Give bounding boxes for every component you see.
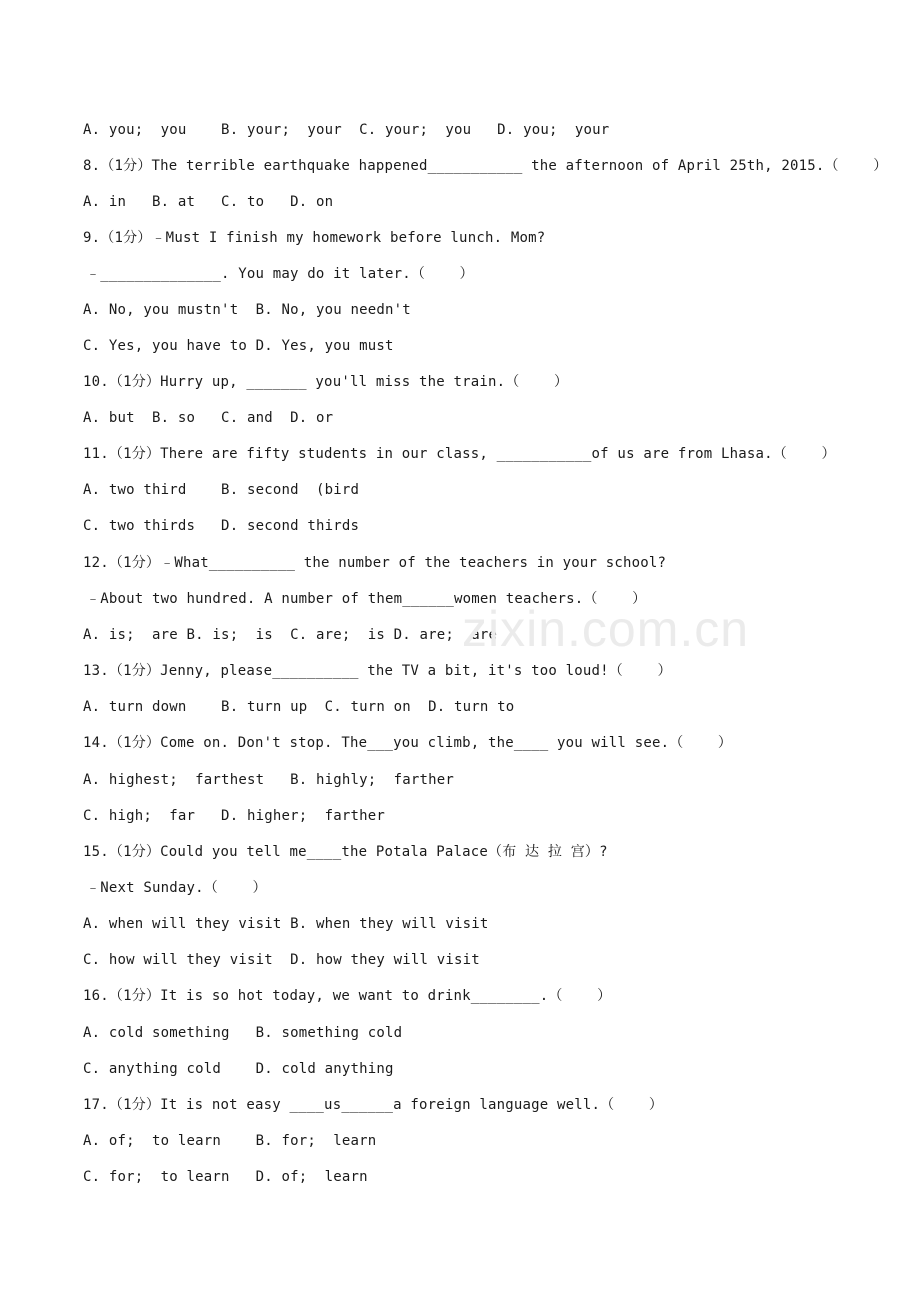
question-9-reply: ﹣______________. You may do it later.（ ） <box>86 266 474 282</box>
option-line-16a: A. cold something B. something cold <box>83 1025 403 1041</box>
question-16: 16.（1分）It is so hot today, we want to drink________.（ ） <box>83 988 612 1004</box>
question-15: 15.（1分）Could you tell me____the Potala Palace（布 达 拉 宫）? <box>83 844 608 860</box>
option-line-14a: A. highest; farthest B. highly; farther <box>83 772 455 788</box>
option-line-16b: C. anything cold D. cold anything <box>83 1061 394 1077</box>
question-12-reply: ﹣About two hundred. A number of them______women teachers.（ ） <box>86 591 647 607</box>
option-line-11b: C. two thirds D. second thirds <box>83 518 360 534</box>
option-line-17b: C. for; to learn D. of; learn <box>83 1169 368 1185</box>
question-14: 14.（1分）Come on. Don't stop. The___you climb, the____ you will see.（ ） <box>83 735 733 751</box>
option-line-9a: A. No, you mustn't B. No, you needn't <box>83 302 411 318</box>
option-line-15a: A. when will they visit B. when they will visit <box>83 916 489 932</box>
option-line-8: A. in B. at C. to D. on <box>83 194 334 210</box>
question-8: 8.（1分）The terrible earthquake happened___________ the afternoon of April 25th, 2015.（ ） <box>83 158 888 174</box>
question-11: 11.（1分）There are fifty students in our class, ___________of us are from Lhasa.（ ） <box>83 446 836 462</box>
option-line-11a: A. two third B. second (bird <box>83 482 360 498</box>
option-line-9b: C. Yes, you have to D. Yes, you must <box>83 338 394 354</box>
option-line-13: A. turn down B. turn up C. turn on D. turn to <box>83 699 515 715</box>
watermark: zixin.com.cn <box>462 601 750 657</box>
question-9: 9.（1分）﹣Must I finish my homework before lunch. Mom? <box>83 230 546 246</box>
question-17: 17.（1分）It is not easy ____us______a foreign language well.（ ） <box>83 1097 664 1113</box>
option-line-7: A. you; you B. your; your C. your; you D. you; your <box>83 122 610 138</box>
question-13: 13.（1分）Jenny, please__________ the TV a bit, it's too loud!（ ） <box>83 663 672 679</box>
option-line-17a: A. of; to learn B. for; learn <box>83 1133 377 1149</box>
option-line-15b: C. how will they visit D. how they will visit <box>83 952 480 968</box>
question-10: 10.（1分）Hurry up, _______ you'll miss the train.（ ） <box>83 374 569 390</box>
option-line-14b: C. high; far D. higher; farther <box>83 808 386 824</box>
question-15-reply: ﹣Next Sunday.（ ） <box>86 880 267 896</box>
question-12: 12.（1分）﹣What__________ the number of the teachers in your school? <box>83 555 667 571</box>
option-line-10: A. but B. so C. and D. or <box>83 410 334 426</box>
option-line-12: A. is; are B. is; is C. are; is D. are; are <box>83 627 498 643</box>
